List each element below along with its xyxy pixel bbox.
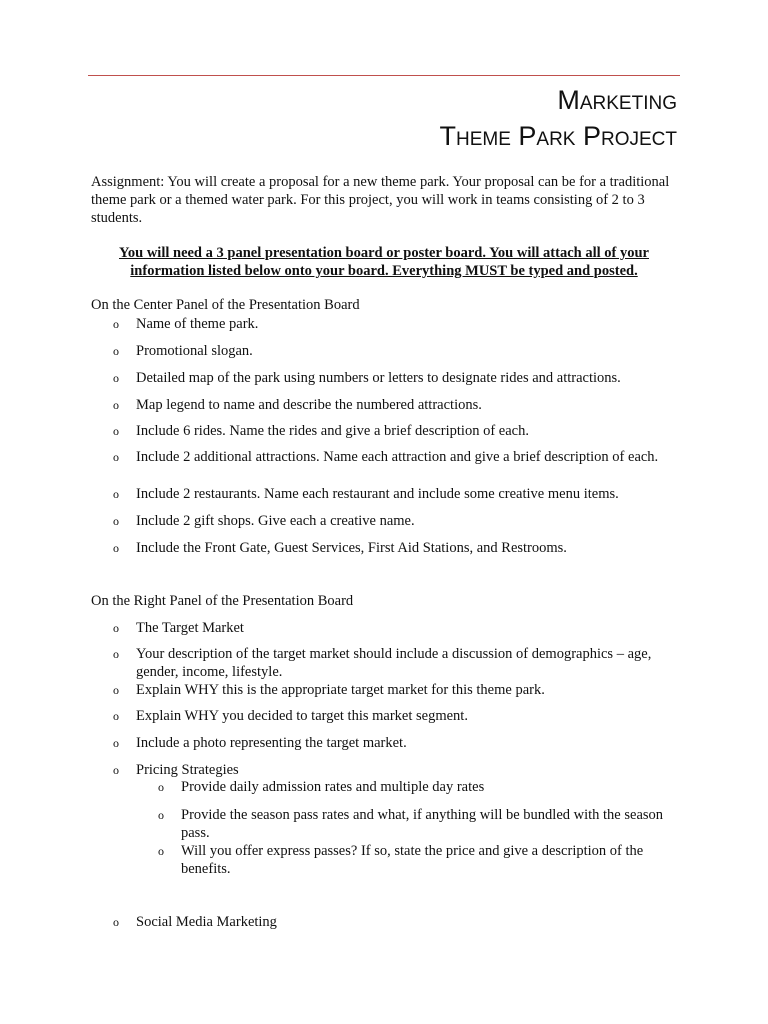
list-item: o Include the Front Gate, Guest Services, First Aid Stations, and Restrooms. <box>113 540 567 556</box>
list-item: o Include 2 additional attractions. Name each attraction and give a brief description of each. <box>113 449 659 465</box>
header-rule <box>88 75 680 76</box>
sub-list-item: o Provide daily admission rates and multiple day rates <box>158 779 485 795</box>
bullet-icon: o <box>113 487 119 501</box>
bullet-icon: o <box>158 844 164 858</box>
list-item: o Promotional slogan. <box>113 343 253 359</box>
list-item: o Include a photo representing the target market. <box>113 735 407 751</box>
bullet-icon: o <box>113 398 119 412</box>
center-panel-heading: On the Center Panel of the Presentation Board <box>91 297 360 313</box>
list-item: o The Target Market <box>113 620 244 636</box>
list-item: o Map legend to name and describe the numbered attractions. <box>113 397 482 413</box>
bullet-icon: o <box>158 780 164 794</box>
sub-list-item: o Provide the season pass rates and what, if anything will be bundled with the season pass. <box>158 807 664 841</box>
bullet-icon: o <box>113 736 119 750</box>
document-title-line-2: Theme Park Project <box>439 121 677 151</box>
bullet-icon: o <box>113 317 119 331</box>
list-item: o Pricing Strategies <box>113 762 239 778</box>
list-item: o Your description of the target market should include a discussion of demographics – age, gender, income, lifestyle. <box>113 646 652 680</box>
bullet-icon: o <box>113 344 119 358</box>
bullet-icon: o <box>113 541 119 555</box>
bullet-icon: o <box>113 371 119 385</box>
document-title-line-1: Marketing <box>557 85 677 115</box>
list-item: o Explain WHY this is the appropriate target market for this theme park. <box>113 682 545 698</box>
bullet-icon: o <box>113 450 119 464</box>
assignment-paragraph: Assignment: You will create a proposal for a new theme park. Your proposal can be for a traditional theme park or a themed water park. For this project, you will work in teams consisting of 2 to 3 students. <box>91 174 670 226</box>
sub-list-item: o Will you offer express passes? If so, state the price and give a description of the benefits. <box>158 843 644 877</box>
list-item: o Social Media Marketing <box>113 914 277 930</box>
list-item: o Detailed map of the park using numbers or letters to designate rides and attractions. <box>113 370 621 386</box>
bullet-icon: o <box>113 915 119 929</box>
bullet-icon: o <box>158 808 164 822</box>
list-item: o Name of theme park. <box>113 316 259 332</box>
bullet-icon: o <box>113 763 119 777</box>
bullet-icon: o <box>113 683 119 697</box>
list-item: o Include 2 restaurants. Name each restaurant and include some creative menu items. <box>113 486 619 502</box>
bullet-icon: o <box>113 514 119 528</box>
list-item: o Include 6 rides. Name the rides and give a brief description of each. <box>113 423 529 439</box>
bullet-icon: o <box>113 424 119 438</box>
bullet-icon: o <box>113 709 119 723</box>
list-item: o Explain WHY you decided to target this market segment. <box>113 708 468 724</box>
list-item: o Include 2 gift shops. Give each a creative name. <box>113 513 415 529</box>
requirement-notice: You will need a 3 panel presentation board or poster board. You will attach all of your information listed below onto your board. Everything MUST be typed and posted. <box>119 245 649 279</box>
bullet-icon: o <box>113 647 119 661</box>
bullet-icon: o <box>113 621 119 635</box>
right-panel-heading: On the Right Panel of the Presentation Board <box>91 593 354 609</box>
